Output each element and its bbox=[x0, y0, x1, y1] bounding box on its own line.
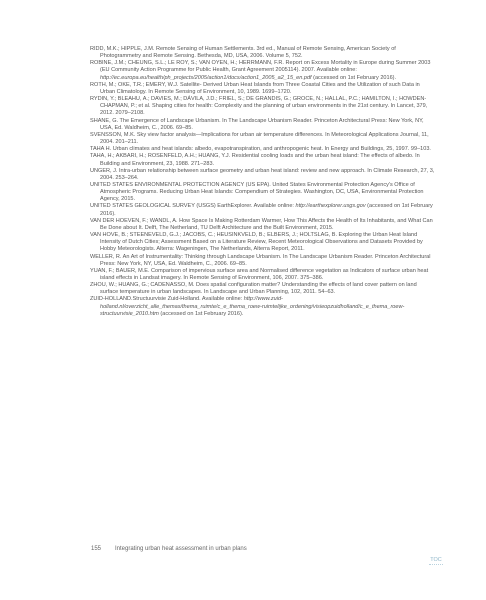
page-number: 155 bbox=[91, 546, 102, 552]
reference-entry bbox=[90, 146, 435, 153]
reference-text: RYDIN, Y.; BLEAHU, A.; DAVIES, M.; DÁVILA, J.D.; FRIEL, S.; DE GRANDIS, G.; GROCE, N.; HALLAL, P.C.; HAMILTON, I.; HOWDEN-CHAPMAN, P.; et al. Shaping cities for health: Complexity and the planning of urban environments in the 21st century. In Lancet, 379, 2012. 2079–2108. bbox=[90, 96, 428, 117]
reference-text: ZHOU, W.; HUANG, G.; CADENASSO, M. Does spatial configuration matter? Understanding the effects of land cover pattern on land surface temperature in urban landscapes. In Landscape and Urban Planning, 102, 2011. 54–63. bbox=[90, 282, 417, 296]
reference-link[interactable]: http://www.zuid-holland.nl/overzicht_alle_themas/thema_ruimte/c_e_thema_roew-ruimtelijke_ordening/visieopzuidholland/c_e_thema_roew-structuurvisie_2010.htm bbox=[100, 296, 405, 317]
running-title: Integrating urban heat assessment in urban plans bbox=[115, 546, 247, 552]
reference-entry bbox=[90, 118, 435, 132]
reference-text: VAN DER HOEVEN, F.; WANDL, A. How Space Is Making Rotterdam Warmer, How This Affects the Health of Its Inhabitants, and What Can Be Done about It. Delft, The Netherland, TU Delft Architecture and the Built Environment, 2015. bbox=[90, 217, 433, 231]
reference-entry bbox=[90, 168, 435, 182]
reference-text: ROTH, M.; OKE, T.R.; EMERY, W.J. Satellite- Derived Urban Heat Islands from Three Coastal Cities and the Utilization of such Data in Urban Climatology. In Remote Sensing of Environment, 10, 1989. 1699–1720. bbox=[90, 81, 420, 95]
reference-text: UNITED STATES ENVIRONMENTAL PROTECTION AGENCY (US EPA). United States Environmental Protection Agency's Office of Atmospheric Programs. Reducing Urban Heat Islands: Compendium of Strategies. Washington, DC, USA, Environmental Protection Agency, 2015. bbox=[90, 181, 424, 203]
reference-entry bbox=[90, 96, 435, 117]
reference-text: ROBINE, J.M.; CHEUNG, S.L.; LE ROY, S.; VAN OYEN, H.; HERRMANN, F.R. Report on Excess Mortality in Europe during Summer 2003 (EU Community Action Programme for Public Health, Grant Agreement 2005114). 2007. Available online: bbox=[90, 60, 431, 74]
toc-label: TOC bbox=[430, 557, 442, 563]
reference-text: WELLER, R. An Art of Instrumentality: Thinking through Landscape Urbanism. In The Landscape Urbanism Reader. Princeton Architectural Press: New York, NY, USA, Ed. Waldheim, C., 2006. 69–85. bbox=[90, 253, 431, 267]
reference-text: TAHA, H.; AKBARI, H.; ROSENFELD, A.H.; HUANG, Y.J. Residential cooling loads and the urban heat island: The effects of albedo. In Building and Environment, 23, 1988. 271–283. bbox=[90, 153, 420, 167]
toc-link[interactable] bbox=[427, 557, 445, 569]
reference-entry bbox=[90, 203, 435, 217]
reference-entry bbox=[90, 268, 435, 282]
reference-entry bbox=[90, 232, 435, 253]
page-footer bbox=[0, 546, 486, 566]
reference-text: ZUID-HOLLAND.Structuurvisie Zuid-Holland. Available online: bbox=[90, 296, 244, 303]
reference-accessed: (accessed on 1st February 2016). bbox=[311, 74, 397, 81]
reference-accessed: (accessed on 1st February 2016). bbox=[158, 310, 244, 317]
reference-entry bbox=[90, 182, 435, 203]
reference-list bbox=[90, 46, 435, 318]
reference-entry bbox=[90, 254, 435, 268]
reference-accessed: (accessed on 1st February 2016). bbox=[100, 203, 433, 217]
reference-entry bbox=[90, 282, 435, 296]
reference-text: YUAN, F.; BAUER, M.E. Comparison of impervious surface area and Normalised difference vegetation as Indicators of surface urban heat island effects in Landsat imagery. In Remote Sensing of Environment, 106, 2007. 375–386. bbox=[90, 267, 429, 281]
reference-text: SHANE, G. The Emergence of Landscape Urbanism. In The Landscape Urbanism Reader. Princeton Architectural Press: New York, NY, USA, Ed. Waldheim, C., 2006. 69–85. bbox=[90, 117, 424, 131]
reference-text: UNGER, J. Intra-urban relationship between surface geometry and urban heat island: review and new approach. In Climate Research, 27, 3, 2004. 253–264. bbox=[90, 167, 435, 181]
reference-entry bbox=[90, 296, 435, 317]
reference-link[interactable]: http://ec.europa.eu/health/ph_projects/2005/action1/docs/action1_2005_a2_15_en.pdf bbox=[100, 74, 312, 81]
reference-text: UNITED STATES GEOLOGICAL SURVEY (USGS) EarthExplorer. Available online: bbox=[90, 203, 296, 210]
reference-text: RIDD, M.K.; HIPPLE, J.M. Remote Sensing of Human Settlements. 3rd ed., Manual of Remote Sensing, American Society of Photogrammetry and Remote Sensing. Bethesda, MD, USA, 2006. Volume 5, 752. bbox=[90, 46, 396, 60]
reference-link[interactable]: http://earthexplorer.usgs.gov bbox=[295, 203, 366, 210]
reference-entry bbox=[90, 60, 435, 81]
toc-rule bbox=[429, 564, 443, 565]
reference-entry bbox=[90, 46, 435, 60]
reference-text: SVENSSON, M.K. Sky view factor analysis—Implications for urban air temperature differences. In Meteorological Applications Journal, 11, 2004. 201–211. bbox=[90, 131, 429, 146]
reference-entry bbox=[90, 132, 435, 146]
reference-entry bbox=[90, 153, 435, 167]
reference-entry bbox=[90, 82, 435, 96]
reference-entry bbox=[90, 218, 435, 232]
reference-text: VAN HOVE, B.; STEENEVELD, G.J.; JACOBS, C.; HEUSINKVELD, B.; ELBERS, J.; HOLTSLAG, B. Exploring the Urban Heat Island Intensity of Dutch Cities; Assessment Based on a Literature Review, Recent Meteorological Observations and Datasets Provided by Hobby Meteorologists. Alterra: Wageningen, The Netherlands, Alterra Report, 2011. bbox=[90, 232, 423, 253]
reference-text: TAHA H. Urban climates and heat islands: albedo, evapotranspiration, and anthropogenic heat. In Energy and Buildings, 25, 1997. 99–103. bbox=[90, 146, 431, 153]
